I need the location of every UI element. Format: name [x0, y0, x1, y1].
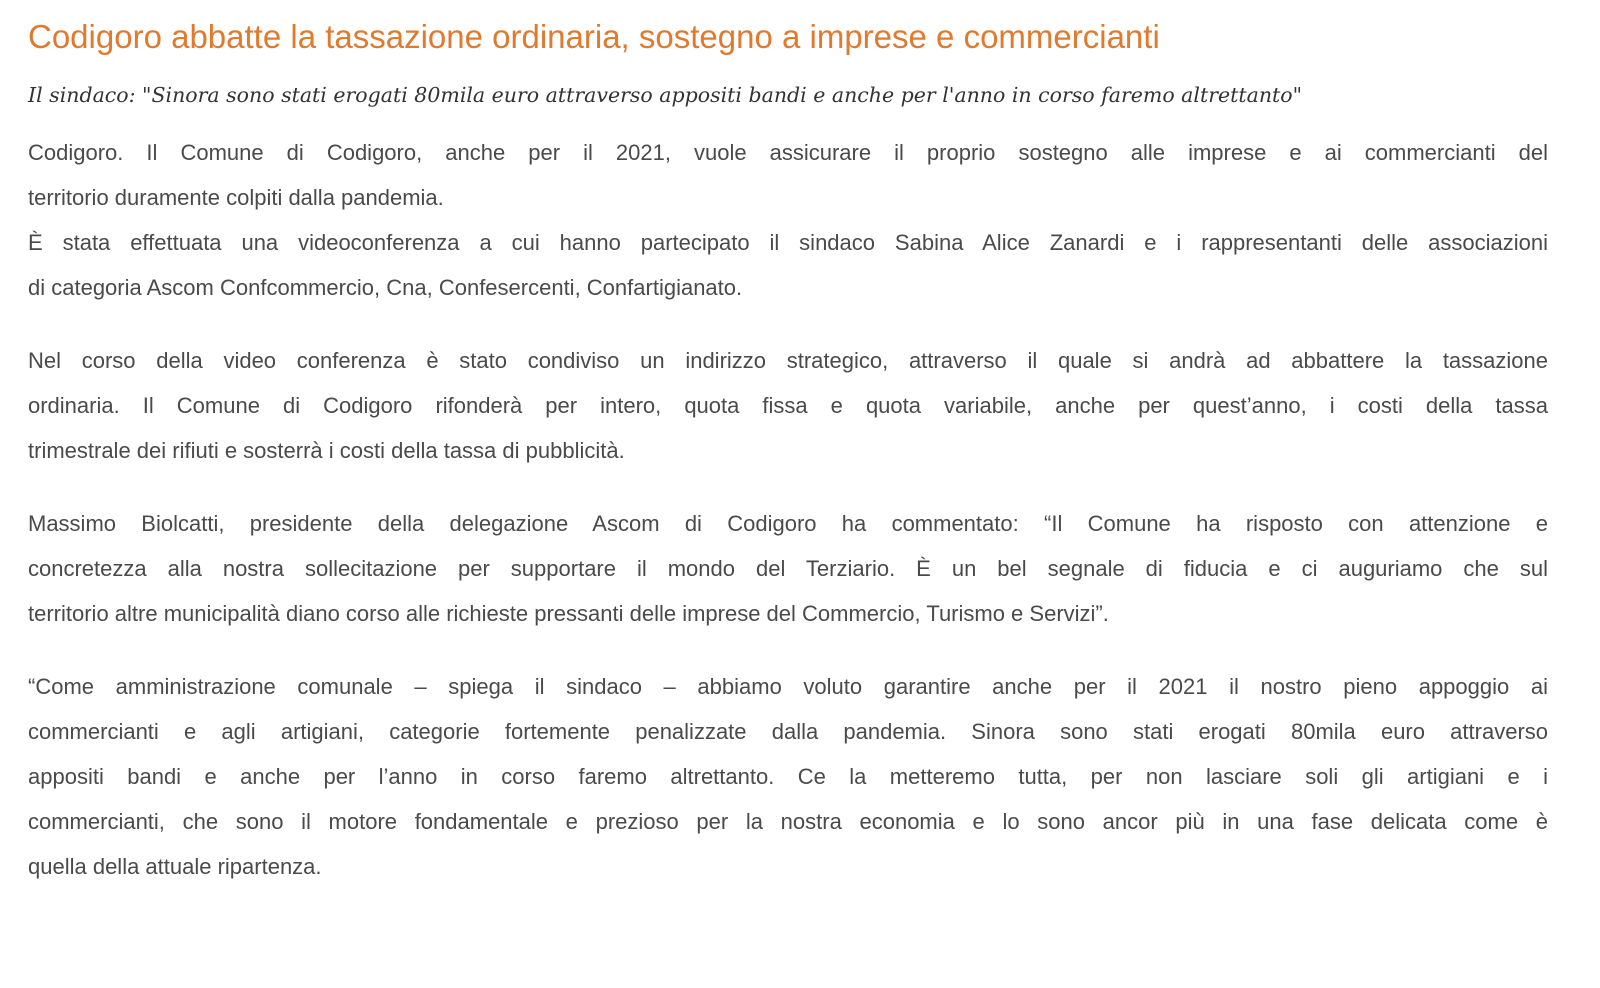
- article-title: Codigoro abbatte la tassazione ordinaria, sostegno a imprese e commercianti: [28, 18, 1160, 55]
- article-body: [28, 130, 1548, 889]
- paragraph-line: “Come amministrazione comunale – spiega il sindaco – abbiamo voluto garantire anche per il 2021 il nostro pieno appoggio ai: [28, 674, 1548, 699]
- paragraph-line: quella della attuale ripartenza.: [28, 854, 322, 879]
- paragraph-line: di categoria Ascom Confcommercio, Cna, Confesercenti, Confartigianato.: [28, 275, 743, 300]
- article-subtitle: Il sindaco: "Sinora sono stati erogati 80mila euro attraverso appositi bandi e anche per l'anno in corso faremo altrettanto": [28, 83, 1303, 107]
- article-paragraph: [28, 501, 1548, 636]
- paragraph-line: appositi bandi e anche per l’anno in corso faremo altrettanto. Ce la metteremo tutta, per non lasciare soli gli artigiani e i: [28, 764, 1548, 789]
- paragraph-line: trimestrale dei rifiuti e sosterrà i costi della tassa di pubblicità.: [28, 438, 625, 463]
- article-paragraph: [28, 338, 1548, 473]
- paragraph-line: commercianti, che sono il motore fondamentale e prezioso per la nostra economia e lo sono ancor più in una fase delicata come è: [28, 809, 1548, 834]
- paragraph-line: ordinaria. Il Comune di Codigoro rifonderà per intero, quota fissa e quota variabile, anche per quest’anno, i costi della tassa: [28, 393, 1548, 418]
- paragraph-line: concretezza alla nostra sollecitazione per supportare il mondo del Terziario. È un bel segnale di fiducia e ci auguriamo che sul: [28, 556, 1548, 581]
- paragraph-line: commercianti e agli artigiani, categorie fortemente penalizzate dalla pandemia. Sinora sono stati erogati 80mila euro attraverso: [28, 719, 1548, 744]
- article-paragraph: [28, 664, 1548, 889]
- paragraph-line: Massimo Biolcatti, presidente della delegazione Ascom di Codigoro ha commentato: “Il Comune ha risposto con attenzione e: [28, 511, 1548, 536]
- article-paragraph: [28, 130, 1548, 310]
- paragraph-line: È stata effettuata una videoconferenza a cui hanno partecipato il sindaco Sabina Alice Zanardi e i rappresentanti delle associazioni: [28, 230, 1548, 255]
- paragraph-line: territorio duramente colpiti dalla pandemia.: [28, 185, 444, 210]
- article: [28, 0, 1548, 889]
- paragraph-line: Nel corso della video conferenza è stato condiviso un indirizzo strategico, attraverso il quale si andrà ad abbattere la tassazione: [28, 348, 1548, 373]
- paragraph-line: Codigoro. Il Comune di Codigoro, anche per il 2021, vuole assicurare il proprio sostegno alle imprese e ai commercianti del: [28, 140, 1548, 165]
- paragraph-line: territorio altre municipalità diano corso alle richieste pressanti delle imprese del Commercio, Turismo e Servizi”.: [28, 601, 1109, 626]
